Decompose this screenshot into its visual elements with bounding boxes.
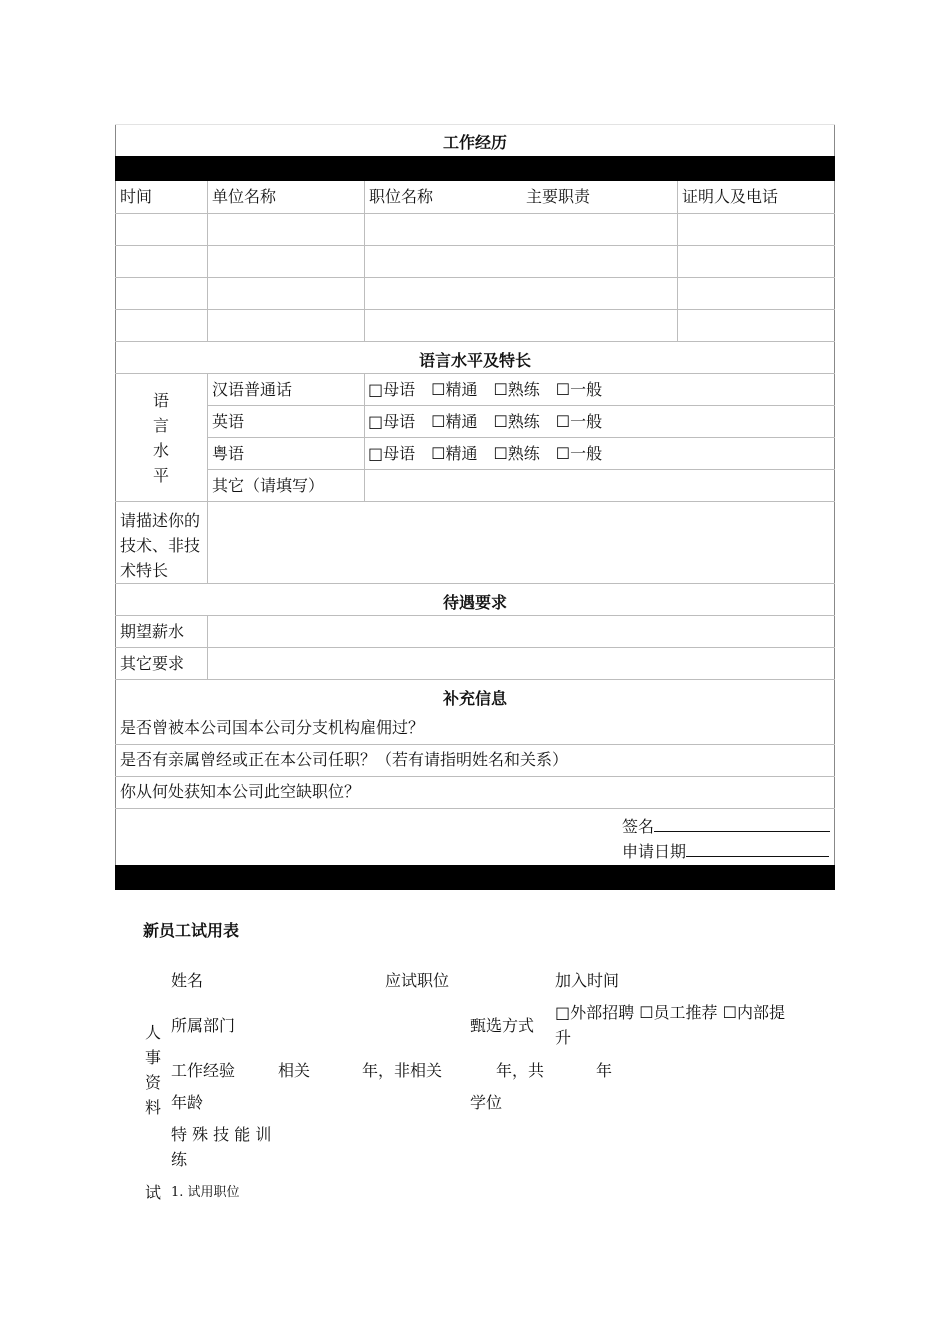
work-row[interactable] xyxy=(116,214,834,245)
language-english-label: 英语 xyxy=(212,412,245,431)
trial-exp-total: 年，共 xyxy=(496,1061,545,1080)
trial-side-label: 人 事 资 料 xyxy=(144,1023,161,1117)
language-section-title: 语言水平及特长 xyxy=(418,351,531,370)
black-footer-bar xyxy=(115,865,835,890)
other-requirements-label: 其它要求 xyxy=(120,654,185,673)
work-row[interactable] xyxy=(116,246,834,277)
trial-skill-label: 特 殊 技 能 训 xyxy=(171,1125,272,1144)
trial-position-item: 1. 试用职位 xyxy=(171,1185,240,1200)
application-date-field[interactable]: 申请日期 xyxy=(622,839,829,862)
skills-input[interactable] xyxy=(208,502,834,583)
question-source: 你从何处获知本公司此空缺职位？ xyxy=(120,782,361,801)
trial-skill-label-wrap: 练 xyxy=(171,1150,188,1169)
work-row[interactable] xyxy=(116,310,834,341)
trial-degree-label: 学位 xyxy=(470,1093,503,1112)
trial-exp-related: 相关 xyxy=(278,1061,311,1080)
work-header-position: 职位名称 xyxy=(369,187,434,206)
question-relatives: 是否有亲属曾经或正在本公司任职？（若有请指明姓名和关系） xyxy=(120,750,569,769)
work-header-company: 单位名称 xyxy=(212,187,277,206)
work-header-time: 时间 xyxy=(120,187,153,206)
language-cantonese-options[interactable]: □母语 ☐精通 ☐熟练 ☐一般 xyxy=(368,444,603,463)
work-header-duties: 主要职责 xyxy=(526,187,591,206)
trial-dept-label: 所属部门 xyxy=(171,1016,236,1035)
language-side-label: 语 言 水 平 xyxy=(152,391,169,485)
trial-exp-year: 年 xyxy=(596,1061,613,1080)
work-section-title: 工作经历 xyxy=(442,133,507,152)
language-other-label: 其它（请填写） xyxy=(212,476,325,495)
language-mandarin-label: 汉语普通话 xyxy=(212,380,293,399)
expected-salary-label: 期望薪水 xyxy=(120,622,185,641)
trial-method-options[interactable]: □外部招聘 ☐员工推荐 ☐内部提 xyxy=(555,1003,785,1022)
language-cantonese-label: 粤语 xyxy=(212,444,245,463)
skills-label: 请描述你的 技术、非技 术特长 xyxy=(120,511,201,580)
language-english-options[interactable]: □母语 ☐精通 ☐熟练 ☐一般 xyxy=(368,412,603,431)
trial-name-label: 姓名 xyxy=(171,971,204,990)
trial-age-label: 年龄 xyxy=(171,1093,204,1112)
trial-form-title: 新员工试用表 xyxy=(143,921,240,940)
signature-field[interactable]: 签名 xyxy=(622,814,830,837)
trial-join-time-label: 加入时间 xyxy=(555,971,620,990)
trial-position-label: 应试职位 xyxy=(385,971,450,990)
trial-exp-label: 工作经验 xyxy=(171,1061,236,1080)
language-other-input[interactable] xyxy=(365,470,834,501)
salary-section-title: 待遇要求 xyxy=(442,593,507,612)
work-header-reference: 证明人及电话 xyxy=(682,187,779,206)
expected-salary-input[interactable] xyxy=(208,616,834,647)
language-mandarin-options[interactable]: □母语 ☐精通 ☐熟练 ☐一般 xyxy=(368,380,603,399)
other-requirements-input[interactable] xyxy=(208,648,834,679)
extra-section-title: 补充信息 xyxy=(442,689,507,708)
work-row[interactable] xyxy=(116,278,834,309)
trial-method-options-wrap: 升 xyxy=(555,1028,572,1047)
trial-method-label: 甄选方式 xyxy=(470,1016,535,1035)
trial-try-char: 试 xyxy=(145,1183,162,1202)
black-divider-bar xyxy=(115,156,835,181)
question-employed-before: 是否曾被本公司国本公司分支机构雇佣过？ xyxy=(120,718,425,737)
trial-exp-unrelated: 年，非相关 xyxy=(362,1061,443,1080)
